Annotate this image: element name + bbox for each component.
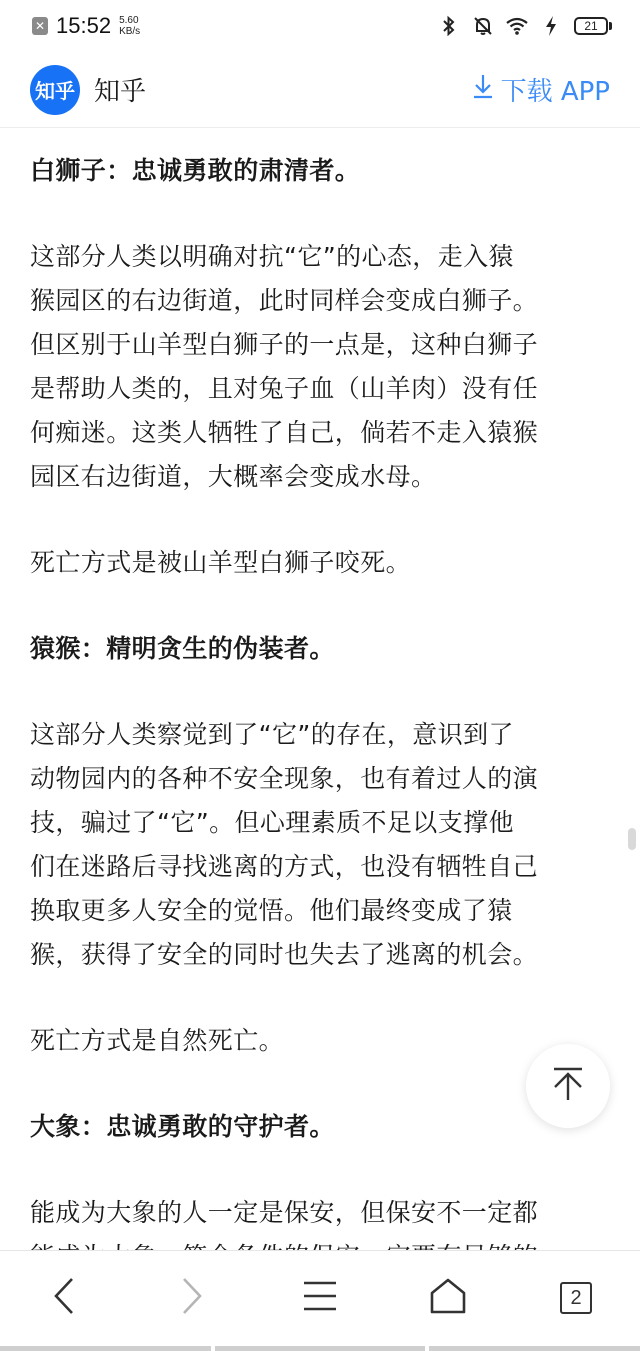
app-header [0,52,640,128]
section-heading-monkey: 猿猴：精明贪生的伪装者。 [30,634,335,663]
mute-bell-icon [472,15,494,37]
paragraph-line: 是帮助人类的，且对兔子血（山羊肉）没有任 [30,374,539,403]
home-button[interactable] [418,1268,478,1328]
status-bar [0,0,640,52]
paragraph-line: 何痴迷。这类人牺牲了自己，倘若不走入猿猴 [30,418,539,447]
menu-button[interactable] [290,1268,350,1328]
back-to-top-button[interactable] [526,1044,610,1128]
paragraph-line: 们在迷路后寻找逃离的方式，也没有牺牲自己 [30,852,539,881]
battery-tip [609,22,612,30]
battery-level: 21 [574,17,608,35]
paragraph-line: 但区别于山羊型白狮子的一点是，这种白狮子 [30,330,539,359]
chevron-right-icon [178,1276,206,1320]
arrow-up-to-top-icon [548,1064,588,1108]
section-heading-elephant: 大象：忠诚勇敢的守护者。 [30,1112,335,1141]
paragraph-line: 能成为大象的人一定是保安，但保安不一定都 [30,1198,539,1227]
paragraph-line: 技，骗过了“它”。但心理素质不足以支撑他 [30,808,514,837]
bluetooth-icon [438,15,460,37]
gesture-bar-segment [215,1346,426,1351]
tabs-button[interactable] [546,1268,606,1328]
paragraph-line: 猴园区的右边街道，此时同样会变成白狮子。 [30,286,539,315]
paragraph-line: 换取更多人安全的觉悟。他们最终变成了猿 [30,896,513,925]
download-label: 下载 APP [500,77,610,107]
section-heading-white-lion: 白狮子：忠诚勇敢的肃清者。 [30,156,361,185]
home-icon [428,1277,468,1319]
back-button[interactable] [34,1268,94,1328]
network-speed [119,15,140,37]
scroll-indicator[interactable] [628,828,636,850]
paragraph-white-lion [30,235,605,499]
paragraph-white-lion-death: 死亡方式是被山羊型白狮子咬死。 [30,548,412,577]
paragraph-monkey-death: 死亡方式是自然死亡。 [30,1026,285,1055]
paragraph-line: 园区右边街道，大概率会变成水母。 [30,462,437,491]
network-speed-unit: KB/s [119,26,141,37]
menu-icon [302,1279,338,1317]
gesture-bar-segment [0,1346,211,1351]
status-right [438,15,612,37]
paragraph-monkey [30,713,605,977]
chevron-left-icon [50,1276,78,1320]
zhihu-logo[interactable]: 知乎 [30,65,80,115]
download-icon [471,73,495,106]
forward-button[interactable] [162,1268,222,1328]
brand[interactable] [30,65,146,115]
status-time: 15:52 [56,13,112,38]
paragraph-line: 这部分人类以明确对抗“它”的心态，走入猿 [30,242,514,271]
download-app-button[interactable] [471,71,610,108]
paragraph-line: 这部分人类察觉到了“它”的存在，意识到了 [30,720,514,749]
app-name: 知乎 [94,77,147,107]
paragraph-line: 动物园内的各种不安全现象，也有着过人的演 [30,764,539,793]
network-speed-value: 5.60 [119,15,139,26]
tab-count: 2 [560,1282,592,1314]
paragraph-line: 猴，获得了安全的同时也失去了逃离的机会。 [30,940,539,969]
bottom-navigation [0,1250,640,1351]
article-content [30,128,605,1250]
notification-close-icon: ✕ [32,17,48,35]
battery-indicator [574,17,612,35]
gesture-bar-segment [429,1346,640,1351]
wifi-icon [506,15,528,37]
status-left [32,13,140,39]
charging-bolt-icon [540,15,562,37]
gesture-bar [0,1346,640,1351]
